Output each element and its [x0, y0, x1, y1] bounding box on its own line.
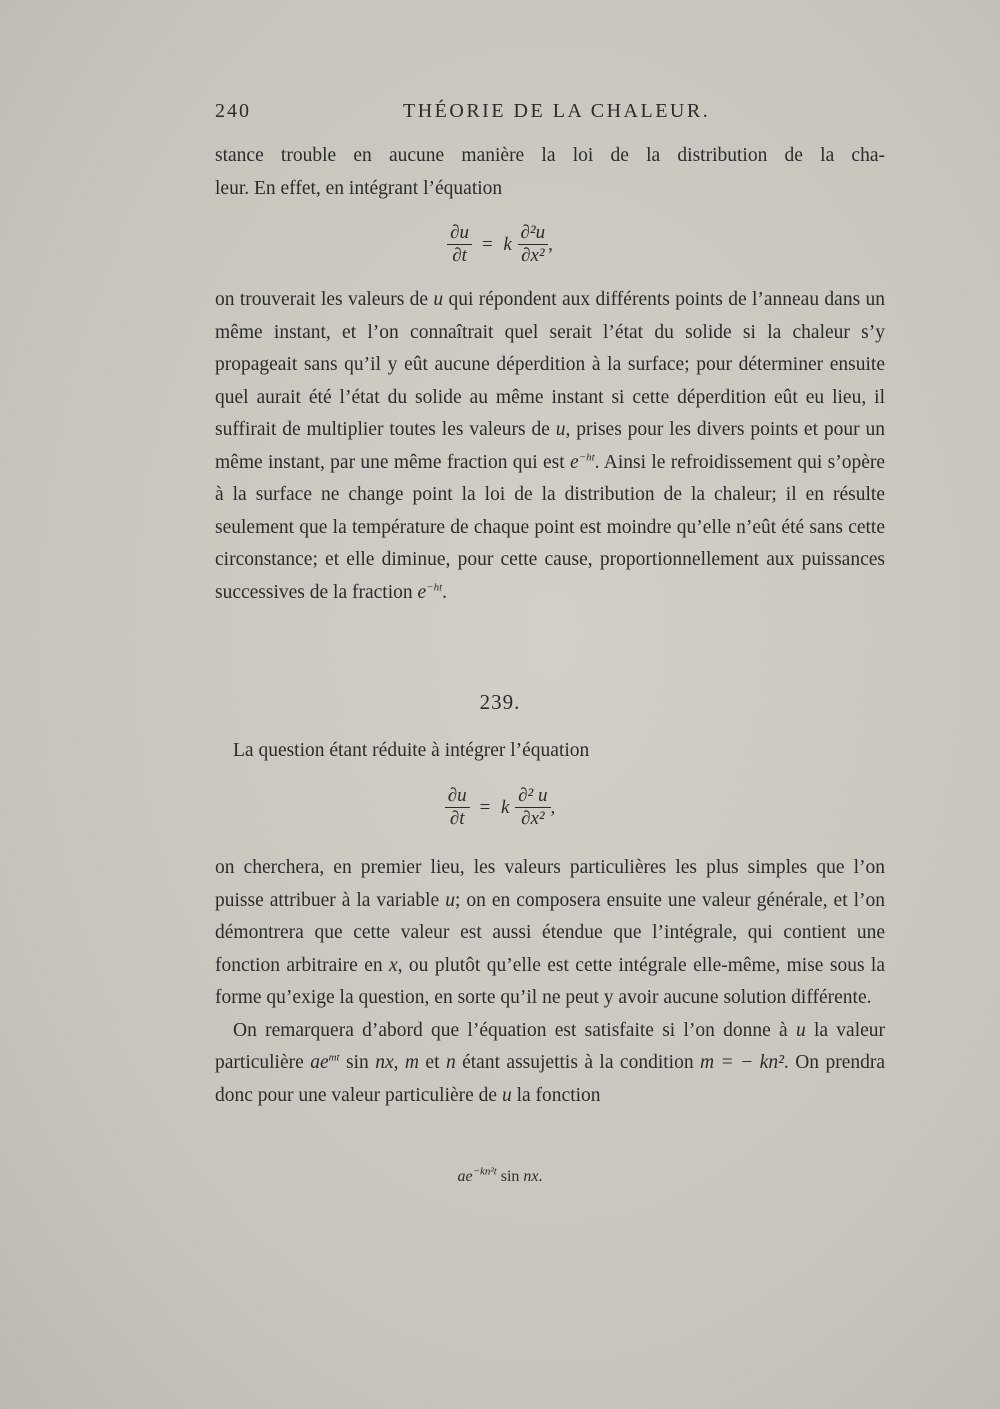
- paragraph-particular-solution: On remarquera d’abord que l’équation est satisfaite si l’on donne à u la valeur particulière $ae^{mt}$ sin nx, m et n étant assujettis à la condition m = − kn². On prendra donc pour une valeur particulière de u la fonction: [215, 1019, 886, 1106]
- running-title: THÉORIE DE LA CHALEUR.: [403, 100, 711, 122]
- equation-heat-2: $\frac{\partial u}{\partial t}$ = k $\frac{\text{∂² u}}{\text{∂x²}}$ ,: [0, 785, 1000, 830]
- paragraph-question: La question étant réduite à intégrer l’équation: [233, 740, 590, 761]
- section-number: 239.: [479, 690, 521, 714]
- text-line: leur. En effet, en intégrant l’équation: [215, 177, 503, 199]
- paragraph-propagation: on trouverait les valeurs de u qui répondent aux différents points de l’anneau dans un même instant, et l’on connaîtrait quel serait l’état du solide si la chaleur s’y propageait sans qu’il y eût aucune déperdition à la surface; pour déterminer ensuite quel aurait été l’état du solide au même instant si cette déperdition eût eu lieu, il suffirait de multiplier toutes les valeurs de u, prises pour les divers points et pour un même instant, par une même fraction qui est $e^{-ht}$. Ainsi le refroidissement qui s’opère à la surface ne change point la loi de la distribution de la chaleur; il en résulte seulement que la température de chaque point est moindre qu’elle n’eût été sans cette circonstance; et elle diminue, pour cette cause, proportionnellement aux puissances successives de la fraction $e^{-ht}$.: [215, 289, 885, 603]
- top-paragraph: [215, 140, 885, 205]
- fraction: $\frac{\partial u}{\partial t}$: [447, 222, 472, 267]
- fraction: $\frac{\text{∂² u}}{\text{∂x²}}$: [515, 785, 550, 830]
- equation-heat-1: $\frac{\partial u}{\partial t}$ = k $\frac{\text{∂²u}}{\text{∂x²}}$ ,: [0, 222, 1000, 267]
- page-number: 240: [215, 100, 251, 122]
- paragraph-method: on cherchera, en premier lieu, les valeurs particulières les plus simples que l’on puisse attribuer à la variable u; on en composera ensuite une valeur générale, et l’on démontrera que cette valeur est aussi étendue que l’intégrale, qui contient une fonction arbitraire en x, ou plutôt qu’elle est cette intégrale elle-même, mise sous la forme qu’exige la question, en sorte qu’il ne peut y avoir aucune solution différente. On remarquera d’abord que l’équation est satisfaite si l’on donne à u la valeur particulière $ae^{mt}$ sin nx, m et n étant assujettis à la condition m = − kn². On prendra donc pour une valeur particulière de u la fonction: [215, 852, 885, 1112]
- fraction: $\frac{\text{∂²u}}{\text{∂x²}}$: [518, 222, 549, 267]
- page-header: [215, 100, 885, 130]
- fraction: $\frac{\partial u}{\partial t}$: [445, 785, 470, 830]
- text-line: stance trouble en aucune manière la loi de la distribution de la cha-: [215, 145, 885, 166]
- equation-particular-solution: $ae^{-kn^2t}$ sin nx.: [457, 1165, 543, 1185]
